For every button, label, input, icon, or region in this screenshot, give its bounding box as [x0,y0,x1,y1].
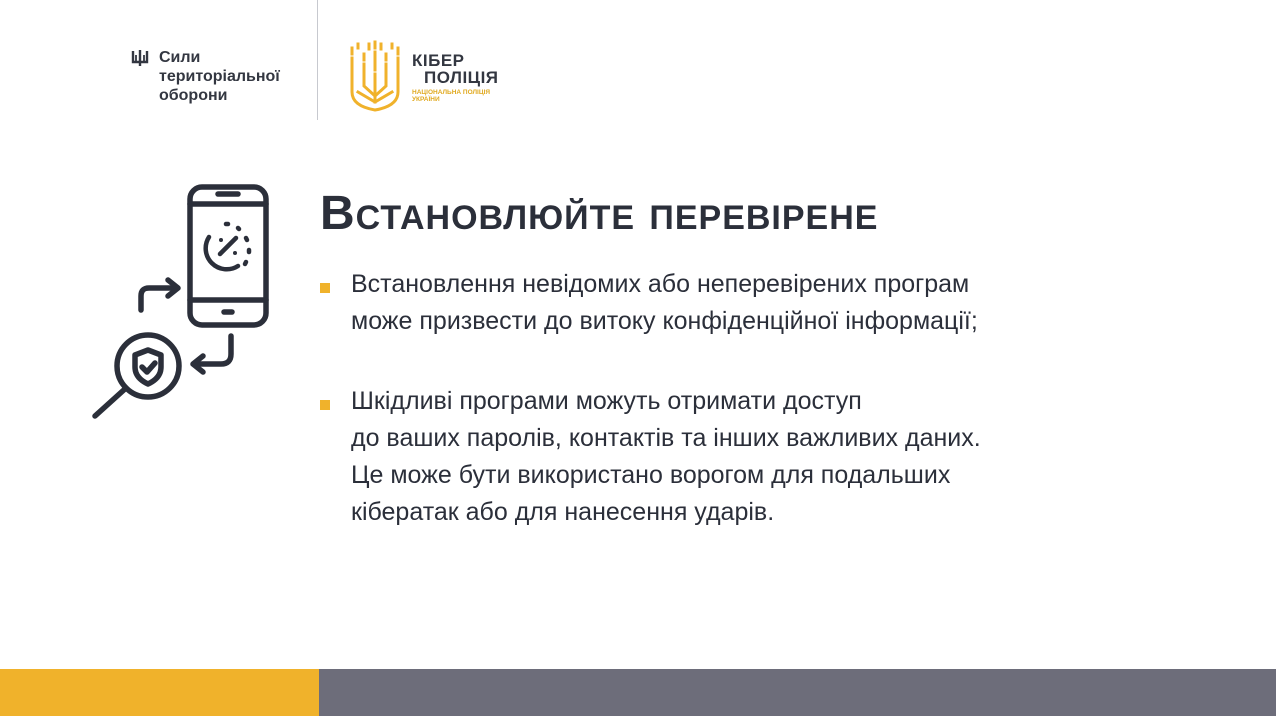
bullet-text [351,266,978,340]
header-divider [317,0,318,120]
cyber-logo-subtitle-line: НАЦІОНАЛЬНА ПОЛІЦІЯ [412,89,491,96]
smartphone-icon [190,187,266,325]
install-illustration [88,182,278,422]
bullet-item [320,383,1220,531]
trident-emblem-icon [348,40,402,114]
bullet-line: може призвести до витоку конфіденційної інформації; [351,307,978,335]
footer-bar [319,669,1276,716]
tro-logo-line: оборони [159,87,228,104]
magnifier-shield-icon [95,335,179,416]
bullet-marker [320,283,330,293]
tro-logo-text [159,48,280,105]
cyber-logo-line2: ПОЛІЦІЯ [424,68,499,87]
cyber-logo-subtitle-line: УКРАЇНИ [412,96,440,103]
bullet-marker [320,400,330,410]
bullet-line: Встановлення невідомих або неперевірених програм [351,270,970,298]
percent-timer-icon [206,224,249,269]
cyber-police-logo [348,40,499,114]
slide-title: Встановлюйте перевірене [320,187,879,240]
bullet-line: кібератак або для нанесення ударів. [351,498,775,526]
cyber-logo-subtitle [412,89,499,103]
bullet-text [351,383,981,531]
bullet-item [320,266,1220,340]
tro-logo-line: територіальної [159,68,280,85]
bullet-line: Шкідливі програми можуть отримати доступ [351,387,862,415]
cyber-police-text [412,52,499,103]
bullet-line: до ваших паролів, контактів та інших важливих даних. [351,424,981,452]
tro-logo [131,48,280,105]
footer-accent-bar [0,669,319,716]
cyber-logo-line1: КІБЕР [412,51,465,70]
tro-logo-line: Сили [159,49,201,66]
bullet-line: Це може бути використано ворогом для подальших [351,461,951,489]
trident-icon [131,49,149,67]
